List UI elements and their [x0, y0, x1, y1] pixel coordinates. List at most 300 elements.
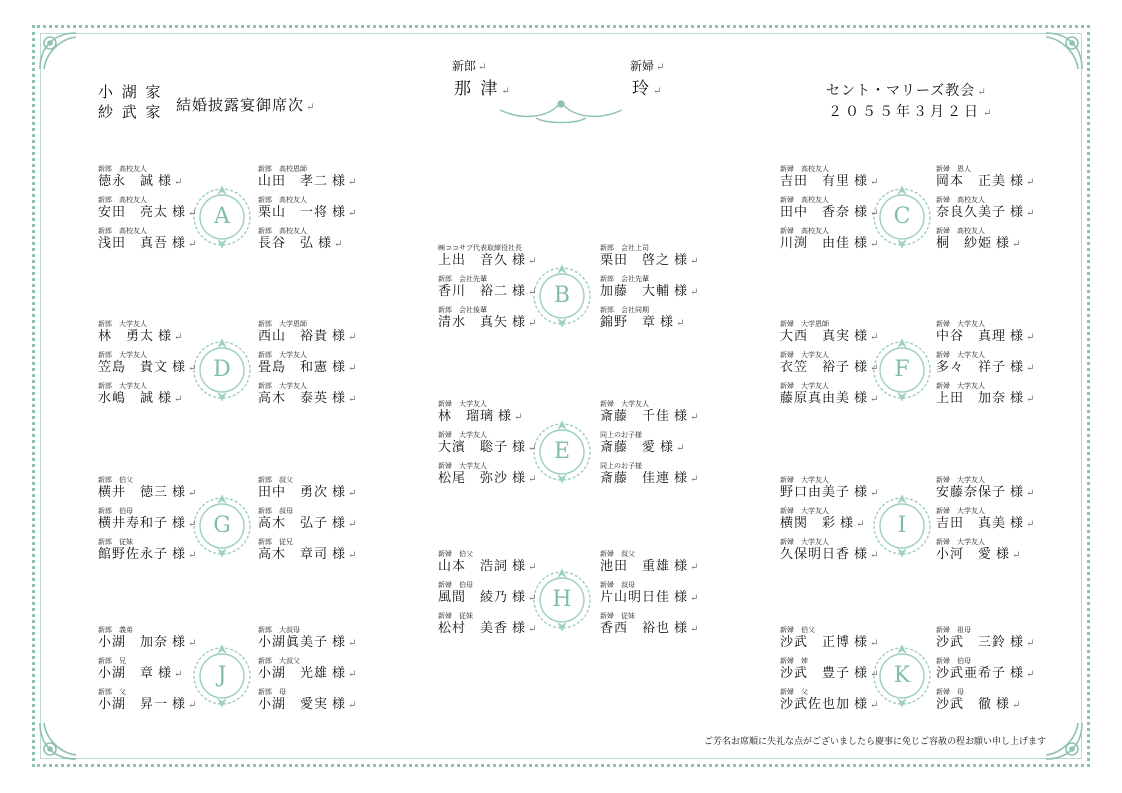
guest-name-row: 小湖眞美子 様 ↵: [258, 635, 358, 650]
guest-seat: [98, 476, 228, 501]
honorific: 様: [854, 547, 869, 562]
guest-relation: 新婦 高校友人: [780, 196, 829, 204]
guest-seat: [98, 165, 228, 190]
guest-seat: [780, 476, 910, 501]
guest-seat: [600, 275, 730, 300]
guest-relation: 新郎 兄: [98, 657, 126, 665]
guest-name-row: 松尾 弥沙 様 ↵: [438, 471, 538, 486]
honorific: 様: [1010, 329, 1025, 344]
guest-relation: 新郎 会社後輩: [438, 306, 487, 314]
guest-name-row: 高木 泰英 様 ↵: [258, 391, 358, 406]
guest-relation: 新婦 高校友人: [936, 227, 985, 235]
guest-seat: [98, 320, 228, 345]
guest-name: 徳永 誠: [98, 174, 155, 189]
guest-seat: [600, 462, 730, 487]
honorific: 様: [512, 315, 527, 330]
guest-name: 田中 香奈: [780, 205, 851, 220]
honorific: 様: [996, 236, 1011, 251]
guest-seat: [438, 612, 568, 637]
guest-name-row: 浅田 真吾 様 ↵: [98, 236, 198, 251]
honorific: 様: [840, 516, 855, 531]
honorific: 様: [172, 205, 187, 220]
guest-seat: [258, 196, 388, 221]
guest-relation: 新郎 従妹: [98, 538, 133, 546]
guest-relation: 新婦 大学友人: [936, 351, 985, 359]
table-letter: E: [553, 439, 571, 464]
guest-name-row: 吉田 有里 様 ↵: [780, 174, 880, 189]
guest-name-row: 香西 裕也 様 ↵: [600, 621, 700, 636]
guest-seat: [780, 657, 910, 682]
guest-name-row: 多々 祥子 様 ↵: [936, 360, 1036, 375]
guest-relation: 新婦 大学友人: [780, 507, 829, 515]
honorific: 様: [512, 590, 527, 605]
guest-relation: 新婦 大学友人: [780, 351, 829, 359]
guest-name: 沙武 徹: [936, 697, 993, 712]
honorific: 様: [172, 697, 187, 712]
guest-name: 松尾 弥沙: [438, 471, 509, 486]
guest-seat: [98, 657, 228, 682]
guest-relation: 新婦 伯父: [780, 626, 815, 634]
honorific: 様: [674, 621, 689, 636]
guest-name-row: 山田 孝二 様 ↵: [258, 174, 358, 189]
guest-relation: 新婦 従妹: [438, 612, 473, 620]
guest-relation: 新婦 姉: [780, 657, 808, 665]
guest-name: 高木 弘子: [258, 516, 329, 531]
guest-relation: 新郎 高校友人: [98, 165, 147, 173]
honorific: 様: [996, 697, 1011, 712]
guest-name: 加藤 大輔: [600, 284, 671, 299]
guest-seat: [780, 507, 910, 532]
guest-name: 横井 徳三: [98, 485, 169, 500]
honorific: 様: [854, 635, 869, 650]
guest-name: 吉田 真美: [936, 516, 1007, 531]
honorific: 様: [1010, 485, 1025, 500]
guest-name-row: 小湖 昇一 様 ↵: [98, 697, 198, 712]
guest-name: 清水 真矢: [438, 315, 509, 330]
guest-seat: [258, 626, 388, 651]
guest-name-row: 館野佐永子 様 ↵: [98, 547, 198, 562]
guest-seat: [438, 550, 568, 575]
guest-seat: [780, 382, 910, 407]
guest-name: 斎藤 佳連: [600, 471, 671, 486]
guest-seat: [936, 196, 1066, 221]
guest-name: 香川 裕二: [438, 284, 509, 299]
guest-relation: 新婦 大学友人: [438, 462, 487, 470]
guest-seat: [438, 306, 568, 331]
guest-seat: [98, 688, 228, 713]
honorific: 様: [332, 485, 347, 500]
guest-name: 斎藤 愛: [600, 440, 657, 455]
honorific: 様: [674, 590, 689, 605]
honorific: 様: [512, 621, 527, 636]
honorific: 様: [1010, 205, 1025, 220]
guest-name: 横井寿和子: [98, 516, 169, 531]
guest-relation: 新婦 大学友人: [936, 476, 985, 484]
guest-relation: 同上のお子様: [600, 431, 642, 439]
guest-name-row: 横関 彩 様 ↵: [780, 516, 866, 531]
guest-seat: [258, 657, 388, 682]
guest-seat: [438, 431, 568, 456]
guest-seat: [936, 165, 1066, 190]
guest-seat: [600, 400, 730, 425]
guest-seat: [936, 382, 1066, 407]
guest-name: 藤原真由美: [780, 391, 851, 406]
guest-seat: [936, 320, 1066, 345]
guest-relation: 新郎 大学友人: [258, 351, 307, 359]
wedding-date: ２０５５年３月２日 ↵: [828, 104, 995, 120]
guest-name: 小河 愛: [936, 547, 993, 562]
guest-seat: [600, 581, 730, 606]
honorific: 様: [512, 284, 527, 299]
family-name-top: 小 湖 家: [98, 83, 163, 101]
guest-name-row: 桐 紗姫 様 ↵: [936, 236, 1022, 251]
guest-seat: [936, 507, 1066, 532]
guest-relation: 新郎 従兄: [258, 538, 293, 546]
guest-relation: 新郎 高校友人: [258, 196, 307, 204]
bride-label: 新婦 ↵: [630, 59, 665, 73]
guest-name: 沙武佐也加: [780, 697, 851, 712]
guest-name: 斎藤 千佳: [600, 409, 671, 424]
honorific: 様: [498, 409, 513, 424]
guest-name: 風間 綾乃: [438, 590, 509, 605]
guest-seat: [936, 688, 1066, 713]
guest-name: 奈良久美子: [936, 205, 1007, 220]
guest-name-row: 池田 重雄 様 ↵: [600, 559, 700, 574]
guest-seat: [780, 351, 910, 376]
guest-seat: [98, 382, 228, 407]
guest-name-row: 野口由美子 様 ↵: [780, 485, 880, 500]
guest-name-row: 久保明日香 様 ↵: [780, 547, 880, 562]
guest-relation: 新婦 伯父: [438, 550, 473, 558]
guest-relation: 新婦 大学友人: [936, 507, 985, 515]
guest-name: 多々 祥子: [936, 360, 1007, 375]
honorific: 様: [854, 485, 869, 500]
honorific: 様: [1010, 360, 1025, 375]
honorific: 様: [854, 236, 869, 251]
guest-relation: 新郎 高校恩師: [258, 165, 307, 173]
guest-name: 大西 真実: [780, 329, 851, 344]
guest-name-row: 沙武 徹 様 ↵: [936, 697, 1022, 712]
guest-seat: [98, 626, 228, 651]
guest-seat: [936, 626, 1066, 651]
guest-name-row: 香川 裕二 様 ↵: [438, 284, 538, 299]
guest-name-row: 田中 香奈 様 ↵: [780, 205, 880, 220]
guest-name: 長谷 弘: [258, 236, 315, 251]
honorific: 様: [660, 440, 675, 455]
guest-seat: [600, 431, 730, 456]
guest-name: 館野佐永子: [98, 547, 169, 562]
table-letter: G: [213, 513, 231, 538]
guest-relation: 新婦 恩人: [936, 165, 971, 173]
guest-relation: 新婦 母: [936, 688, 964, 696]
table-letter: H: [552, 587, 572, 612]
guest-name-row: 小湖 愛実 様 ↵: [258, 697, 358, 712]
guest-seat: [438, 275, 568, 300]
guest-seat: [600, 550, 730, 575]
honorific: 様: [512, 440, 527, 455]
honorific: 様: [854, 391, 869, 406]
guest-relation: 新郎 会社先輩: [438, 275, 487, 283]
guest-relation: 新婦 高校友人: [780, 165, 829, 173]
guest-relation: 新郎 大学友人: [258, 382, 307, 390]
guest-name: 野口由美子: [780, 485, 851, 500]
honorific: 様: [158, 174, 173, 189]
guest-relation: 新婦 大学友人: [438, 431, 487, 439]
guest-relation: 新婦 大学友人: [438, 400, 487, 408]
guest-name-row: 大濱 聡子 様 ↵: [438, 440, 538, 455]
guest-seat: [258, 507, 388, 532]
guest-name-row: 岡本 正美 様 ↵: [936, 174, 1036, 189]
guest-relation: 同上のお子様: [600, 462, 642, 470]
guest-relation: 新婦 父: [780, 688, 808, 696]
guest-name-row: 藤原真由美 様 ↵: [780, 391, 880, 406]
honorific: 様: [172, 547, 187, 562]
guest-name-row: 山本 浩詞 様 ↵: [438, 559, 538, 574]
honorific: 様: [332, 391, 347, 406]
honorific: 様: [1010, 666, 1025, 681]
guest-name-row: 大西 真実 様 ↵: [780, 329, 880, 344]
honorific: 様: [854, 666, 869, 681]
guest-name-row: 高木 弘子 様 ↵: [258, 516, 358, 531]
guest-name: 小湖 加奈: [98, 635, 169, 650]
crest-ornament-icon: [496, 96, 626, 126]
guest-seat: [258, 351, 388, 376]
guest-seat: [936, 657, 1066, 682]
honorific: 様: [660, 315, 675, 330]
guest-relation: 新郎 大叔母: [258, 626, 300, 634]
honorific: 様: [172, 516, 187, 531]
guest-name-row: 片山明日佳 様 ↵: [600, 590, 700, 605]
guest-seat: [258, 382, 388, 407]
guest-relation: 新郎 大学友人: [98, 320, 147, 328]
guest-name-row: 沙武 豊子 様 ↵: [780, 666, 880, 681]
guest-relation: 新婦 大学友人: [780, 538, 829, 546]
honorific: 様: [854, 697, 869, 712]
honorific: 様: [512, 559, 527, 574]
guest-name: 高木 泰英: [258, 391, 329, 406]
guest-relation: 新婦 従妹: [600, 612, 635, 620]
table-letter: D: [213, 357, 231, 382]
guest-name: 小湖眞美子: [258, 635, 329, 650]
guest-relation: 新郎 高校友人: [98, 227, 147, 235]
guest-name-row: 笠島 貴文 様 ↵: [98, 360, 198, 375]
guest-name: 山本 浩詞: [438, 559, 509, 574]
guest-name: 沙武 三鈴: [936, 635, 1007, 650]
guest-relation: 新婦 大学友人: [600, 400, 649, 408]
guest-name-row: 風間 綾乃 様 ↵: [438, 590, 538, 605]
guest-name: 桐 紗姫: [936, 236, 993, 251]
guest-seat: [438, 400, 568, 425]
guest-seat: [98, 507, 228, 532]
guest-relation: 新郎 父: [98, 688, 126, 696]
guest-name-row: 上出 音久 様 ↵: [438, 253, 538, 268]
guest-relation: 新郎 大学恩師: [258, 320, 307, 328]
groom-label: 新郎 ↵: [452, 59, 487, 73]
guest-relation: 新婦 祖母: [936, 626, 971, 634]
guest-name: 沙武 豊子: [780, 666, 851, 681]
guest-relation: 新郎 義弟: [98, 626, 133, 634]
guest-name-row: 錦野 章 様 ↵: [600, 315, 686, 330]
guest-seat: [936, 227, 1066, 252]
guest-name: 浅田 真吾: [98, 236, 169, 251]
guest-name-row: 加藤 大輔 様 ↵: [600, 284, 700, 299]
guest-name: 衣笠 裕子: [780, 360, 851, 375]
guest-name-row: 清水 真矢 様 ↵: [438, 315, 538, 330]
guest-name-row: 高木 章司 様 ↵: [258, 547, 358, 562]
guest-name: 安藤奈保子: [936, 485, 1007, 500]
corner-ornament-top-left-icon: [36, 29, 80, 73]
guest-seat: [258, 688, 388, 713]
guest-relation: 新郎 伯母: [98, 507, 133, 515]
guest-name: 松村 美香: [438, 621, 509, 636]
guest-name: 香西 裕也: [600, 621, 671, 636]
guest-relation: 新郎 叔母: [258, 507, 293, 515]
guest-seat: [600, 306, 730, 331]
guest-relation: 新郎 大学友人: [98, 351, 147, 359]
guest-seat: [98, 227, 228, 252]
guest-seat: [780, 320, 910, 345]
guest-name-row: 栗田 啓之 様 ↵: [600, 253, 700, 268]
guest-name-row: 上田 加奈 様 ↵: [936, 391, 1036, 406]
guest-seat: [780, 688, 910, 713]
honorific: 様: [158, 329, 173, 344]
guest-name-row: 徳永 誠 様 ↵: [98, 174, 184, 189]
table-letter: B: [553, 283, 571, 308]
guest-name-row: 斎藤 愛 様 ↵: [600, 440, 686, 455]
guest-relation: 新婦 叔母: [600, 581, 635, 589]
guest-relation: 新郎 高校友人: [258, 227, 307, 235]
guest-relation: 新郎 大叔父: [258, 657, 300, 665]
guest-seat: [780, 538, 910, 563]
guest-name: 水嶋 誠: [98, 391, 155, 406]
guest-name-row: 奈良久美子 様 ↵: [936, 205, 1036, 220]
guest-relation: 新婦 高校友人: [780, 227, 829, 235]
honorific: 様: [172, 360, 187, 375]
guest-relation: 新婦 伯母: [438, 581, 473, 589]
guest-name-row: 斎藤 千佳 様 ↵: [600, 409, 700, 424]
guest-name-row: 栗山 一将 様 ↵: [258, 205, 358, 220]
honorific: 様: [996, 547, 1011, 562]
guest-relation: 新郎 叔父: [258, 476, 293, 484]
guest-name: 林 勇太: [98, 329, 155, 344]
guest-name: 小湖 章: [98, 666, 155, 681]
honorific: 様: [332, 666, 347, 681]
guest-seat: [258, 538, 388, 563]
honorific: 様: [332, 547, 347, 562]
guest-relation: 新婦 大学恩師: [780, 320, 829, 328]
guest-seat: [936, 538, 1066, 563]
guest-name-row: 横井 徳三 様 ↵: [98, 485, 198, 500]
corner-ornament-bottom-left-icon: [36, 719, 80, 763]
honorific: 様: [1010, 635, 1025, 650]
honorific: 様: [172, 236, 187, 251]
guest-name-row: 沙武亜希子 様 ↵: [936, 666, 1036, 681]
guest-relation: 新婦 大学友人: [936, 320, 985, 328]
guest-relation: 新婦 伯母: [936, 657, 971, 665]
honorific: 様: [332, 516, 347, 531]
guest-seat: [258, 476, 388, 501]
honorific: 様: [674, 471, 689, 486]
guest-name: 中谷 真理: [936, 329, 1007, 344]
bride-name: 玲 ↵: [632, 79, 664, 99]
guest-name: 小湖 昇一: [98, 697, 169, 712]
guest-seat: [258, 320, 388, 345]
guest-name-row: 林 瑠璃 様 ↵: [438, 409, 524, 424]
guest-name: 小湖 愛実: [258, 697, 329, 712]
honorific: 様: [332, 329, 347, 344]
honorific: 様: [674, 284, 689, 299]
guest-relation: ㈱ココサブ代表取締役社長: [438, 244, 522, 252]
guest-seat: [438, 462, 568, 487]
guest-name: 笠島 貴文: [98, 360, 169, 375]
guest-name-row: 斎藤 佳連 様 ↵: [600, 471, 700, 486]
guest-name-row: 林 勇太 様 ↵: [98, 329, 184, 344]
guest-name: 林 瑠璃: [438, 409, 495, 424]
family-name-bottom: 紗 武 家: [98, 103, 163, 121]
guest-seat: [780, 227, 910, 252]
guest-name: 大濱 聡子: [438, 440, 509, 455]
guest-relation: 新婦 大学友人: [936, 382, 985, 390]
honorific: 様: [158, 391, 173, 406]
honorific: 様: [172, 485, 187, 500]
guest-name: 片山明日佳: [600, 590, 671, 605]
guest-name-row: 小湖 加奈 様 ↵: [98, 635, 198, 650]
guest-name: 栗田 啓之: [600, 253, 671, 268]
guest-name: 畳島 和憲: [258, 360, 329, 375]
table-letter: C: [893, 204, 911, 229]
guest-name: 久保明日香: [780, 547, 851, 562]
guest-name-row: 沙武 三鈴 様 ↵: [936, 635, 1036, 650]
guest-name-row: 田中 勇次 様 ↵: [258, 485, 358, 500]
honorific: 様: [1010, 391, 1025, 406]
honorific: 様: [332, 205, 347, 220]
honorific: 様: [158, 666, 173, 681]
table-letter: K: [893, 663, 911, 688]
guest-name: 岡本 正美: [936, 174, 1007, 189]
honorific: 様: [332, 174, 347, 189]
guest-name-row: 畳島 和憲 様 ↵: [258, 360, 358, 375]
guest-name: 西山 裕貴: [258, 329, 329, 344]
guest-relation: 新婦 大学友人: [780, 382, 829, 390]
table-letter: A: [214, 204, 230, 229]
guest-name-row: 衣笠 裕子 様 ↵: [780, 360, 880, 375]
guest-name: 横関 彩: [780, 516, 837, 531]
table-letter: J: [217, 663, 227, 688]
guest-name: 栗山 一将: [258, 205, 329, 220]
venue-name: セント・マリーズ教会 ↵: [826, 83, 987, 99]
guest-name-row: 小湖 章 様 ↵: [98, 666, 184, 681]
guest-name-row: 沙武 正博 様 ↵: [780, 635, 880, 650]
guest-name-row: 西山 裕貴 様 ↵: [258, 329, 358, 344]
honorific: 様: [1010, 516, 1025, 531]
honorific: 様: [172, 635, 187, 650]
guest-seat: [98, 196, 228, 221]
guest-seat: [258, 165, 388, 190]
honorific: 様: [854, 360, 869, 375]
guest-relation: 新郎 会社上司: [600, 244, 649, 252]
guest-name: 田中 勇次: [258, 485, 329, 500]
guest-relation: 新郎 会社同期: [600, 306, 649, 314]
guest-seat: [780, 626, 910, 651]
honorific: 様: [512, 471, 527, 486]
guest-name-row: 松村 美香 様 ↵: [438, 621, 538, 636]
honorific: 様: [1010, 174, 1025, 189]
guest-name-row: 川渕 由佳 様 ↵: [780, 236, 880, 251]
guest-name-row: 小河 愛 様 ↵: [936, 547, 1022, 562]
guest-name: 上田 加奈: [936, 391, 1007, 406]
guest-name-row: 小湖 光雄 様 ↵: [258, 666, 358, 681]
honorific: 様: [512, 253, 527, 268]
